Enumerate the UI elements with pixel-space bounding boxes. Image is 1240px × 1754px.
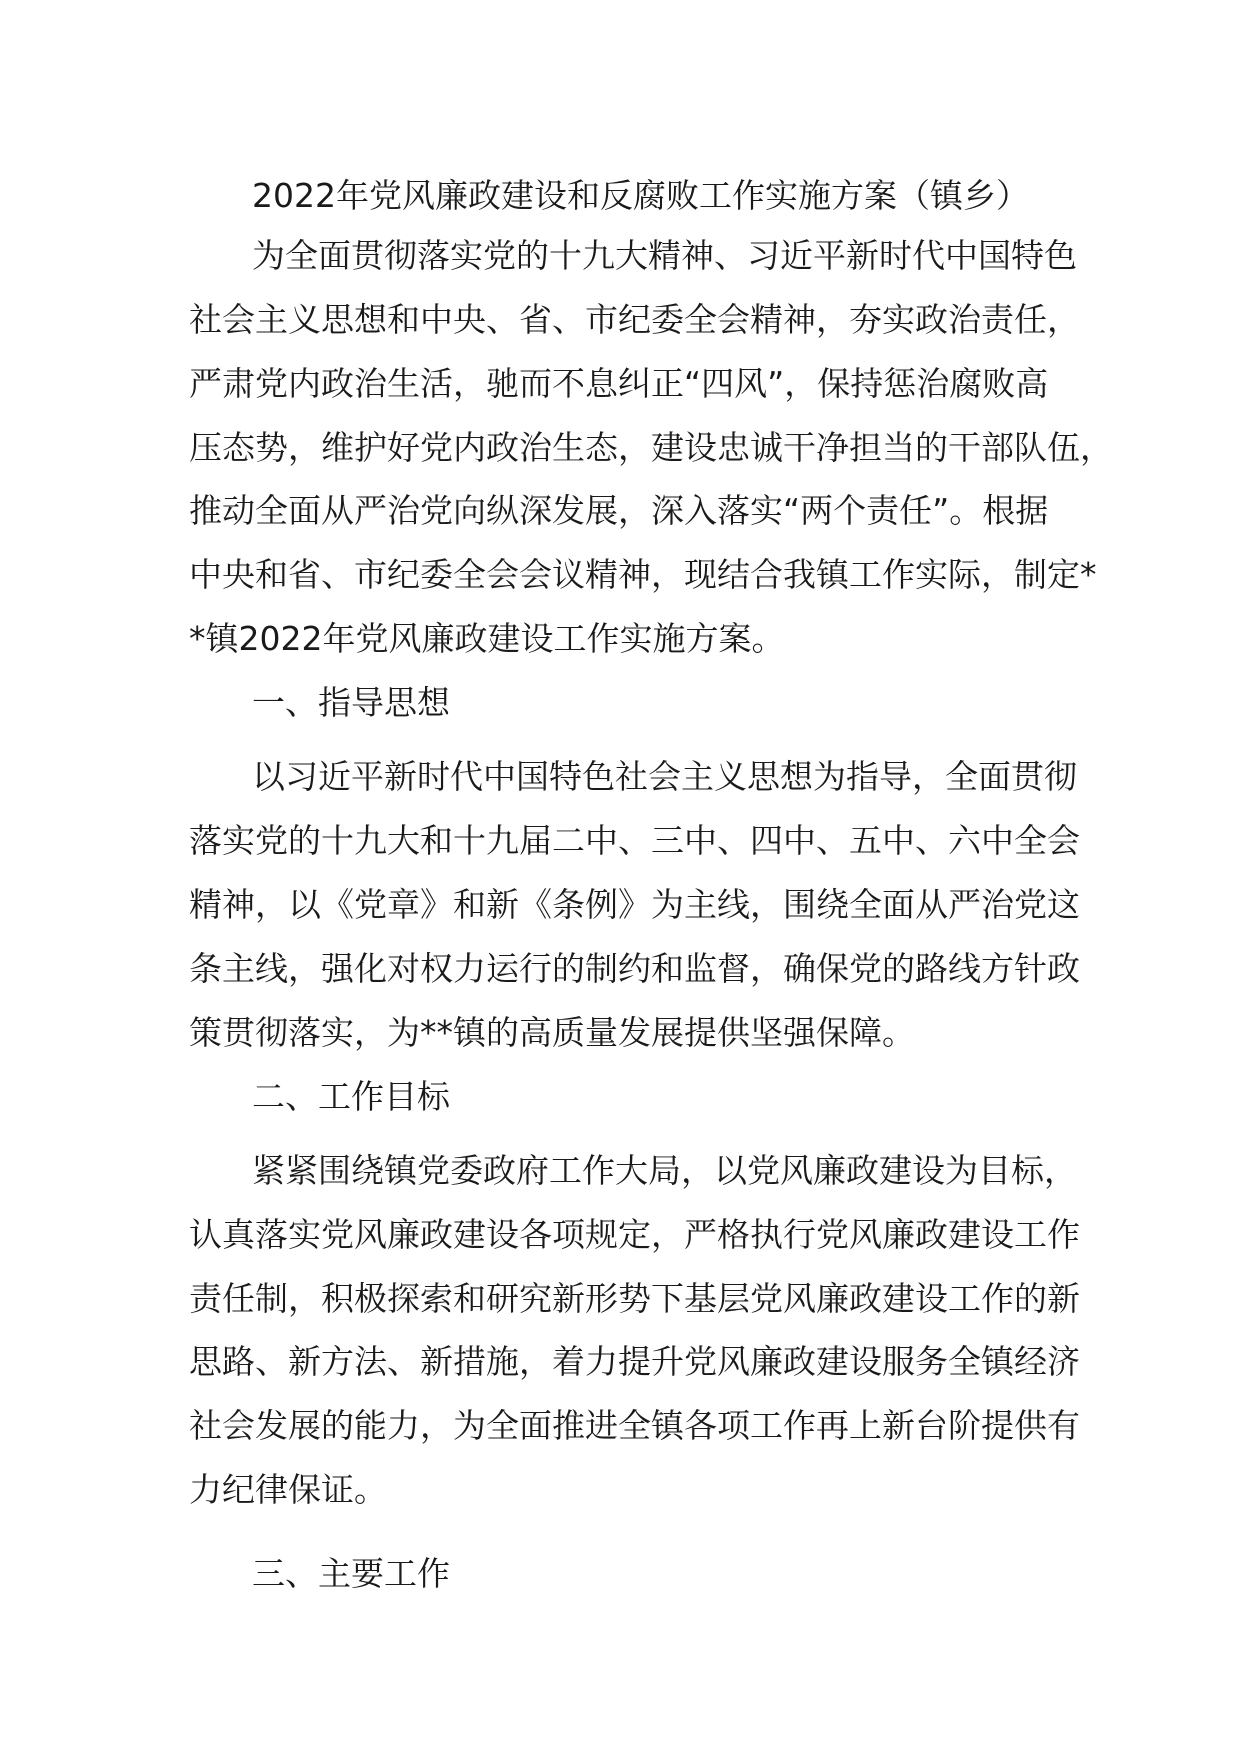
paragraph-line: 条主线，强化对权力运行的制约和监督，确保党的路线方针政 [189,949,1080,988]
paragraph-line: 责任制，积极探索和研究新形势下基层党风廉政建设工作的新 [189,1279,1080,1318]
paragraph-line: 认真落实党风廉政建设各项规定，严格执行党风廉政建设工作 [189,1215,1080,1254]
paragraph-line: 中央和省、市纪委全会会议精神，现结合我镇工作实际，制定* [189,555,1097,594]
section-heading: 二、工作目标 [252,1077,450,1116]
paragraph-line: 为全面贯彻落实党的十九大精神、习近平新时代中国特色 [252,236,1077,275]
paragraph-line: 精神，以《党章》和新《条例》为主线，围绕全面从严治党这 [189,885,1080,924]
paragraph-line: 策贯彻落实，为**镇的高质量发展提供坚强保障。 [189,1013,915,1052]
paragraph-line: 压态势，维护好党内政治生态，建设忠诚干净担当的干部队伍， [189,428,1113,467]
document-title: 2022年党风廉政建设和反腐败工作实施方案（镇乡） [252,176,1029,215]
section-heading: 三、主要工作 [252,1554,450,1593]
paragraph-line: 以习近平新时代中国特色社会主义思想为指导，全面贯彻 [252,757,1077,796]
paragraph-line: 社会主义思想和中央、省、市纪委全会精神，夯实政治责任， [189,300,1080,339]
paragraph-line: 推动全面从严治党向纵深发展，深入落实“两个责任”。根据 [189,491,1049,530]
paragraph-line: 严肃党内政治生活，驰而不息纠正“四风”，保持惩治腐败高 [189,364,1049,403]
paragraph-line: 思路、新方法、新措施，着力提升党风廉政建设服务全镇经济 [189,1342,1080,1381]
paragraph-line: 落实党的十九大和十九届二中、三中、四中、五中、六中全会 [189,821,1080,860]
section-heading: 一、指导思想 [252,683,450,722]
paragraph-line: 紧紧围绕镇党委政府工作大局，以党风廉政建设为目标， [252,1151,1077,1190]
paragraph-line: 力纪律保证。 [189,1470,387,1509]
paragraph-line: *镇2022年党风廉政建设工作实施方案。 [189,619,785,658]
paragraph-line: 社会发展的能力，为全面推进全镇各项工作再上新台阶提供有 [189,1406,1080,1445]
